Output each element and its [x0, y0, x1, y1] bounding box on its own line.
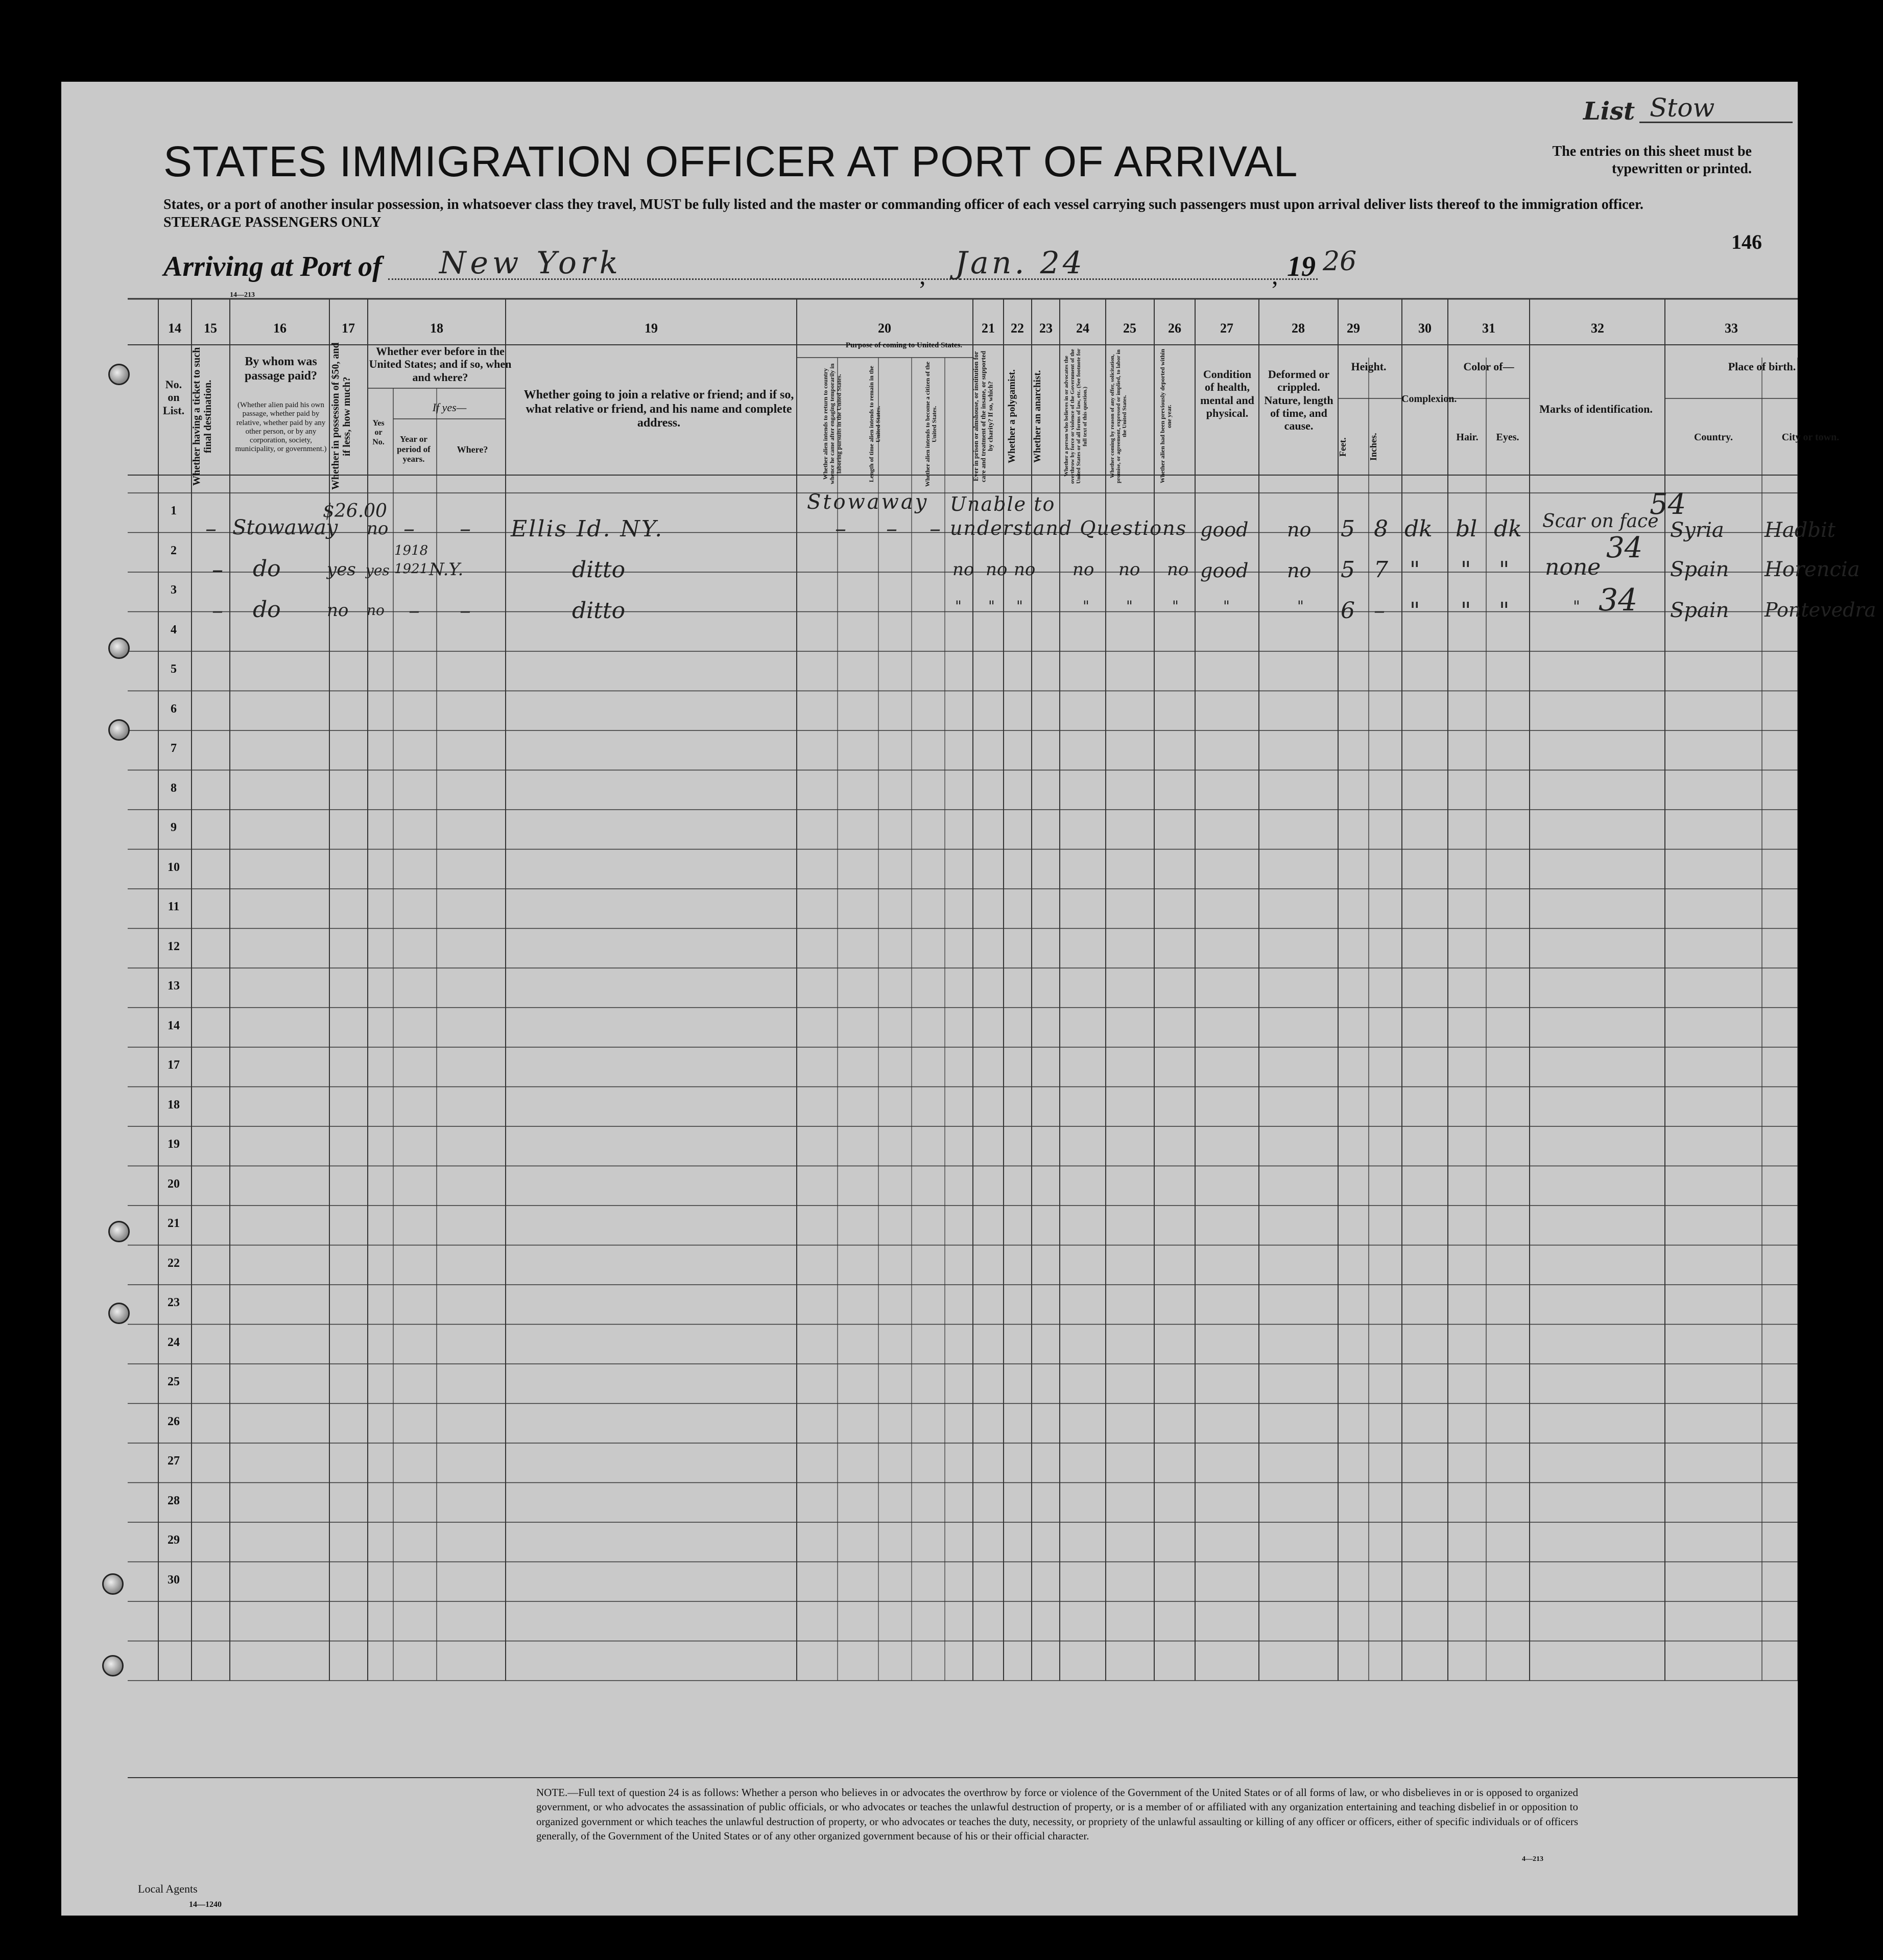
row2-feet: 5 — [1341, 557, 1355, 583]
row2-join: ditto — [572, 557, 626, 583]
row3-country: Spain — [1670, 599, 1729, 622]
row3-hair: " — [1461, 598, 1471, 624]
year-suffix: 26 — [1323, 246, 1357, 277]
column-number: 32 — [1591, 321, 1604, 336]
row2-health: good — [1200, 559, 1249, 582]
header-purpose-a: Whether alien intends to return to country whence he came after engaging temporarily in laboring pursuits in the United States. — [822, 363, 843, 485]
binder-hole-icon — [108, 637, 130, 659]
column-number: 21 — [982, 321, 995, 336]
row1-prison-cont: understand Questions — [950, 517, 1187, 539]
header-where: Where? — [457, 444, 488, 455]
column-number: 22 — [1011, 321, 1024, 336]
footnote: NOTE.—Full text of question 24 is as follows: Whether a person who believes in or advocates the overthrow by force or violence of the Government of the United States or of all forms of law, or who disbelieves in or is opposed to organized government, or who advocates the assassination of public officials, or who advocates or teaches the unlawful destruction of property, or is a member of or affiliated with any organization entertaining and teaching disbelief in or opposition to organized government or which teaches the unlawful destruction of property, or who advocates or teaches the duty, necessity, or propriety of the unlawful assaulting or killing of any officer or officers, either of specific individuals or of officers generally, of the Government of the United States or of any other organized government because of his or their official character. — [536, 1786, 1578, 1843]
header-hair: Hair. — [1456, 432, 1479, 443]
row3-eyes: " — [1499, 598, 1510, 624]
header-height: Height. — [1351, 360, 1387, 373]
row-number: 18 — [168, 1098, 180, 1112]
row1-ticket: – — [205, 516, 217, 542]
header-year: Year or period of years. — [397, 434, 431, 464]
row3-before: no — [367, 602, 385, 619]
year-prefix: 19 — [1287, 251, 1316, 282]
row-number: 4 — [171, 623, 177, 636]
intro-text: States, or a port of another insular possession, in whatsoever class they travel, MUST be fully listed and the master or commanding officer of each vessel carrying such passengers must upon arrival deliver lists thereof to the immigration officer. — [163, 197, 1643, 212]
row1-inches: 8 — [1374, 516, 1388, 542]
row3-inches: – — [1374, 598, 1385, 624]
row1-eyes: dk — [1494, 516, 1522, 542]
header-eyes: Eyes. — [1496, 432, 1519, 443]
row3-join: ditto — [572, 598, 626, 624]
row1-join: Ellis Id. NY. — [511, 516, 664, 542]
date-value: Jan. 24 — [955, 245, 1085, 281]
header-yes-no: Yes or No. — [372, 419, 385, 446]
header-if-yes: If yes— — [432, 401, 467, 414]
steerage-label: STEERAGE PASSENGERS ONLY — [163, 215, 382, 230]
column-number: 31 — [1482, 321, 1495, 336]
row2-polygamist: no — [986, 559, 1008, 580]
row-number: 8 — [171, 781, 177, 795]
column-number: 15 — [204, 321, 217, 336]
header-labor-offer: Whether coming by reason of any offer, solicitation, promise, or agreement, expressed or implied, to labor in the United States. — [1109, 349, 1128, 483]
row-number: 11 — [168, 900, 180, 913]
row-number: 12 — [168, 939, 180, 953]
row-number: 7 — [171, 742, 177, 755]
row-number: 6 — [171, 702, 177, 716]
comma-2: , — [1272, 261, 1278, 290]
column-number: 20 — [878, 321, 891, 336]
row2-eyes: " — [1499, 557, 1510, 583]
row-number: 26 — [168, 1414, 180, 1428]
row2-labor: no — [1118, 559, 1140, 580]
row1-country: Syria — [1670, 518, 1724, 542]
binder-hole-icon — [108, 364, 130, 385]
column-number: 23 — [1039, 321, 1053, 336]
manifest-page — [61, 82, 1876, 1916]
row-number: 13 — [168, 979, 180, 993]
row1-city: Hadbit — [1765, 518, 1836, 542]
row-number: 29 — [168, 1533, 180, 1547]
row3-where: – — [460, 598, 471, 624]
row3-marks: " — [1573, 598, 1580, 616]
column-number: 18 — [430, 321, 443, 336]
row3-city: Pontevedra — [1765, 599, 1876, 621]
page-number: 146 — [1731, 230, 1762, 253]
row-number: 14 — [168, 1019, 180, 1032]
header-money: Whether in possession of $50, and if less, how much? — [330, 342, 352, 490]
header-join-relative: Whether going to join a relative or friend; and if so, what relative or friend, and his name and complete address. — [523, 388, 794, 430]
row1-purpose-b: – — [886, 516, 897, 542]
row1-paid-by: Stowaway — [232, 516, 338, 539]
row2-marks: none — [1545, 554, 1601, 580]
row1-where: – — [460, 516, 471, 542]
column-number: 14 — [168, 321, 181, 336]
row-number: 28 — [168, 1494, 180, 1507]
row3-year: – — [409, 598, 420, 624]
typewritten-notice: The entries on this sheet must be typewritten or printed. — [1552, 144, 1752, 177]
binder-hole-icon — [102, 1573, 124, 1595]
binder-hole-icon — [108, 1303, 130, 1324]
row-number: 30 — [168, 1573, 180, 1587]
row-number: 10 — [168, 860, 180, 874]
row1-feet: 5 — [1341, 516, 1355, 542]
header-inches: Inches. — [1368, 433, 1378, 461]
local-agents: Local Agents — [138, 1882, 198, 1895]
row-number: 3 — [171, 583, 177, 597]
row3-polygamist: " — [988, 598, 995, 615]
row2-deported: no — [1167, 559, 1189, 580]
header-purpose-b: Length of time alien intends to remain in the United States. — [868, 366, 882, 482]
row-number: 21 — [168, 1217, 180, 1230]
row1-deformed: no — [1287, 518, 1312, 541]
row1-before: no — [367, 518, 389, 539]
row2-year: 1918 1921 — [394, 543, 428, 577]
header-feet: Feet. — [1338, 437, 1348, 457]
column-number: 33 — [1725, 321, 1738, 336]
row2-country: Spain — [1670, 558, 1729, 581]
row1-prison: Unable to — [950, 493, 1056, 515]
row-number: 9 — [171, 821, 177, 834]
row-number: 25 — [168, 1375, 180, 1388]
row1-age: 54 — [1650, 488, 1686, 521]
column-number: 17 — [342, 321, 355, 336]
row2-city: Horencia — [1765, 558, 1860, 581]
header-ever-before: Whether ever before in the United States; and if so, when and where? — [369, 345, 512, 384]
row2-where: N.Y. — [429, 559, 464, 580]
row2-prison: no — [952, 559, 974, 580]
binder-hole-icon — [102, 1655, 124, 1676]
row3-anarchist: " — [1016, 598, 1023, 615]
header-birthplace: Place of birth. — [1728, 360, 1796, 373]
form-code-small: 14—213 — [230, 291, 255, 299]
column-number: 29 — [1347, 321, 1360, 336]
row-number: 5 — [171, 663, 177, 676]
column-number: 25 — [1123, 321, 1136, 336]
purpose-note: Stowaway — [807, 490, 929, 514]
header-passage-paid-sub: (Whether alien paid his own passage, whether paid by relative, whether paid by any other person, or by any corporation, society, municipality, or government.) — [235, 401, 327, 454]
row2-money: yes — [327, 559, 356, 580]
row1-hair: bl — [1456, 516, 1477, 542]
column-number: 27 — [1220, 321, 1233, 336]
row1-health: good — [1200, 518, 1249, 541]
row3-deformed: " — [1297, 598, 1304, 615]
row1-complexion: dk — [1404, 516, 1433, 542]
header-city: City or town. — [1781, 432, 1840, 443]
row2-anarchist: no — [1014, 559, 1036, 580]
list-label: List — [1583, 97, 1635, 126]
port-value: New York — [439, 245, 622, 281]
row2-ticket: – — [212, 557, 223, 583]
header-deported: Whether alien had been previously deported within one year. — [1159, 349, 1173, 484]
binder-hole-icon — [108, 1221, 130, 1242]
row2-paid-by: do — [253, 556, 281, 582]
header-purpose: Purpose of coming to United States. — [845, 341, 963, 349]
row-number: 19 — [168, 1138, 180, 1151]
row-number: 22 — [168, 1256, 180, 1270]
column-number: 30 — [1418, 321, 1432, 336]
form-title: STATES IMMIGRATION OFFICER AT PORT OF ARRIVAL — [163, 137, 1298, 185]
row2-before: yes — [366, 562, 390, 579]
row-number: 2 — [171, 544, 177, 557]
arriving-label: Arriving at Port of — [163, 251, 382, 282]
row3-age: 34 — [1599, 582, 1638, 618]
row2-complexion: " — [1410, 557, 1420, 583]
header-overthrow: Whether a person who believes in or advocates the overthrow by force or violence of the Government of the United States or of all forms of law, etc. (See footnote for full text of this question.) — [1063, 348, 1088, 484]
row1-purpose-c: – — [929, 516, 941, 542]
row1-money: $26.00 — [323, 501, 387, 522]
row-number: 27 — [168, 1454, 180, 1468]
column-number: 24 — [1076, 321, 1089, 336]
header-no-on-list: No. on List. — [162, 378, 185, 417]
header-marks: Marks of identification. — [1539, 403, 1653, 415]
header-health: Condition of health, mental and physical. — [1200, 368, 1254, 419]
row3-labor: " — [1126, 598, 1133, 615]
header-polygamist: Whether a polygamist. — [1007, 369, 1017, 463]
comma-1: , — [919, 261, 926, 290]
row2-deformed: no — [1287, 559, 1312, 582]
column-number: 28 — [1292, 321, 1305, 336]
row3-money: no — [327, 600, 349, 621]
list-value: Stow — [1650, 93, 1715, 123]
row2-inches: 7 — [1374, 557, 1388, 583]
column-number: 16 — [273, 321, 287, 336]
row3-paid-by: do — [253, 597, 281, 623]
column-number: 19 — [645, 321, 658, 336]
header-country: Country. — [1694, 432, 1733, 443]
row-number: 24 — [168, 1335, 180, 1349]
row-number: 20 — [168, 1177, 180, 1191]
row-number: 17 — [168, 1058, 180, 1072]
row3-overthrow: " — [1083, 598, 1089, 615]
header-deformed: Deformed or crippled. Nature, length of time, and cause. — [1264, 368, 1333, 433]
header-passage-paid: By whom was passage paid? — [244, 355, 318, 383]
row1-year: – — [403, 516, 415, 542]
row1-marks: Scar on face — [1542, 511, 1659, 532]
header-prison: Ever in prison or almshouse, or institution for care and treatment of the insane, or supported by charity? If so, which? — [972, 350, 994, 482]
row2-hair: " — [1461, 557, 1471, 583]
footnote-code: 4—213 — [1522, 1855, 1543, 1863]
header-color: Color of— — [1463, 360, 1514, 373]
row3-feet: 6 — [1341, 598, 1355, 624]
row3-prison: " — [955, 598, 962, 615]
column-number: 26 — [1168, 321, 1181, 336]
header-complexion: Complexion. — [1401, 393, 1457, 405]
row-number: 23 — [168, 1296, 180, 1309]
row1-purpose-a: – — [835, 516, 846, 542]
row3-ticket: – — [212, 598, 223, 624]
header-ticket: Whether having a ticket to such final destination. — [191, 347, 213, 486]
row2-overthrow: no — [1072, 559, 1094, 580]
row2-age: 34 — [1606, 531, 1643, 564]
row3-health: " — [1223, 598, 1230, 615]
bottom-code: 14—1240 — [189, 1900, 222, 1909]
binder-hole-icon — [108, 719, 130, 741]
row3-deported: " — [1172, 598, 1179, 615]
header-anarchist: Whether an anarchist. — [1032, 370, 1043, 463]
row-number: 1 — [171, 504, 177, 517]
row3-complexion: " — [1410, 598, 1420, 624]
header-purpose-c: Whether alien intends to become a citizen of the United States. — [924, 361, 938, 487]
